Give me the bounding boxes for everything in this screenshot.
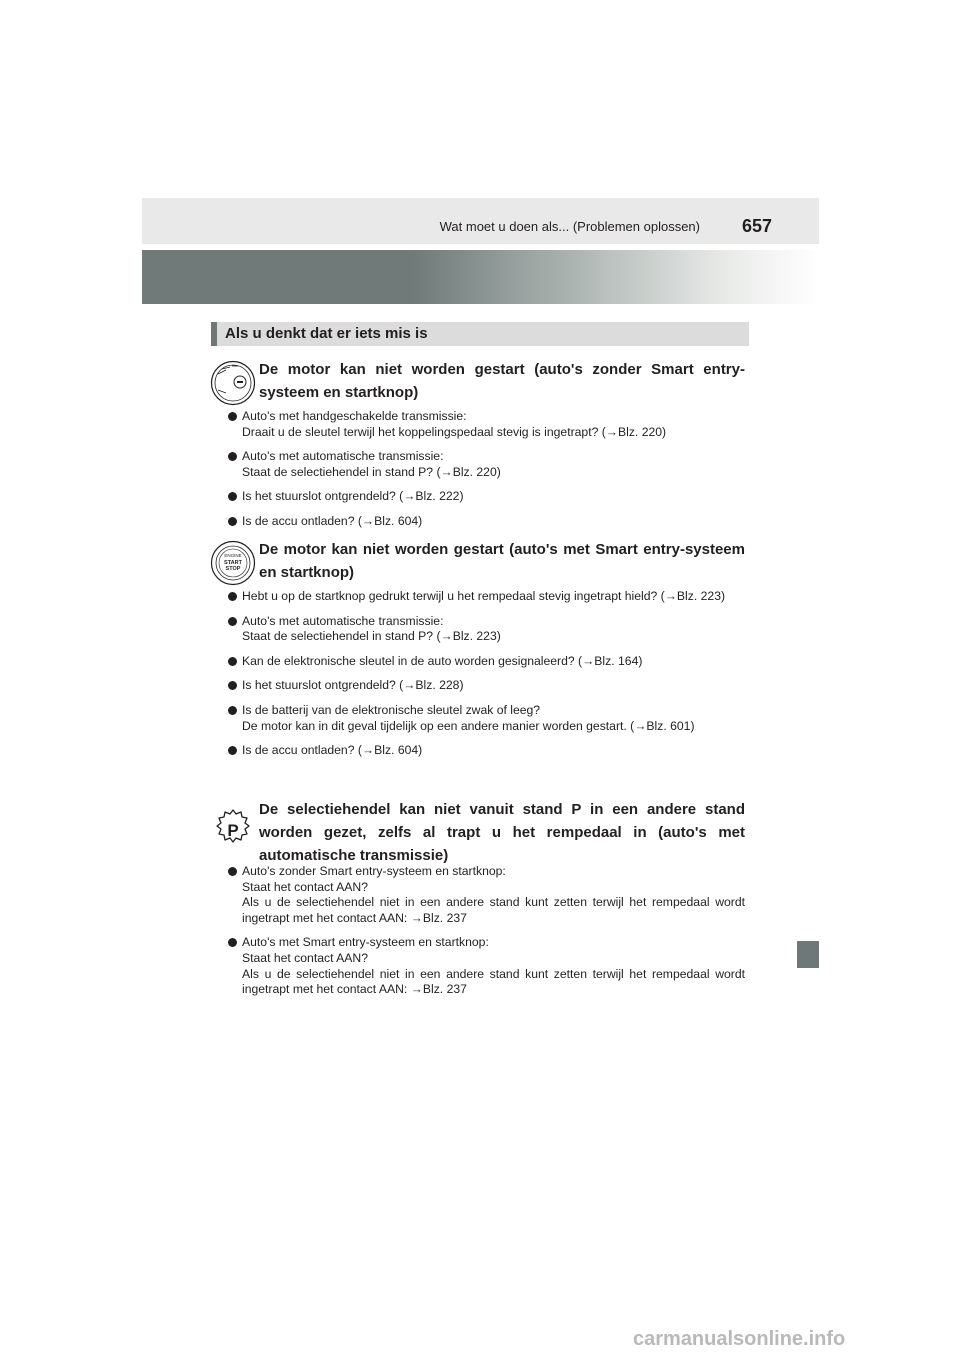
icon-label-engine: ENGINE <box>224 553 242 558</box>
watermark: carmanualsonline.info <box>633 1328 846 1350</box>
list-item: Kan de elektronische sleutel in de auto worden gesignaleerd? (→Blz. 164) <box>228 654 745 670</box>
icon-label-p: P <box>227 821 239 840</box>
ignition-key-switch-icon <box>210 360 256 406</box>
subsection-title-1: De motor kan niet worden gestart (auto's zonder Smart entry-systeem en startknop) <box>259 361 745 401</box>
list-item: Auto's met Smart entry-systeem en startknop: Staat het contact AAN? Als u de selectiehendel niet in een andere stand kunt zetten terwijl het rempedaal wordt ingetrapt met het contact AAN: →Blz. 237 <box>228 935 745 997</box>
list-item: Auto's zonder Smart entry-systeem en startknop: Staat het contact AAN? Als u de selectiehendel niet in een andere stand kunt zetten terwijl het rempedaal wordt ingetrapt met het contact AAN: →Blz. 237 <box>228 864 745 926</box>
bullet-list-3 <box>228 864 745 1007</box>
list-item: Is de batterij van de elektronische sleutel zwak of leeg? De motor kan in dit geval tijdelijk op een andere manier worden gestart. (→Blz. 601) <box>228 703 745 734</box>
section-heading-text: Als u denkt dat er iets mis is <box>225 325 428 342</box>
list-item: Is het stuurslot ontgrendeld? (→Blz. 222) <box>228 489 745 505</box>
subsection-title-3: De selectiehendel kan niet vanuit stand P in een andere stand worden gezet, zelfs al trapt u het rempedaal in (auto's met automatische transmissie) <box>259 801 745 864</box>
page-number: 657 <box>741 216 772 236</box>
park-gear-icon <box>210 806 256 852</box>
bullet-list-1 <box>228 409 745 539</box>
section-heading <box>211 322 749 346</box>
engine-start-stop-button-icon <box>210 540 256 586</box>
chapter-tab <box>797 941 819 968</box>
icon-label-start: START <box>224 560 242 566</box>
header-title: Wat moet u doen als... (Problemen oplossen) <box>439 219 700 234</box>
list-item: Hebt u op de startknop gedrukt terwijl u het rempedaal stevig ingetrapt hield? (→Blz. 223) <box>228 589 745 605</box>
subsection-title-2: De motor kan niet worden gestart (auto's met Smart entry-systeem en startknop) <box>259 541 745 581</box>
section-heading-accent <box>211 322 217 346</box>
icon-label-stop: STOP <box>225 566 241 572</box>
bullet-list-2 <box>228 589 745 768</box>
list-item: Auto's met automatische transmissie: Staat de selectiehendel in stand P? (→Blz. 223) <box>228 614 745 645</box>
list-item: Is de accu ontladen? (→Blz. 604) <box>228 514 745 530</box>
list-item: Is het stuurslot ontgrendeld? (→Blz. 228) <box>228 678 745 694</box>
list-item: Auto's met handgeschakelde transmissie: Draait u de sleutel terwijl het koppelingspedaal stevig is ingetrapt? (→Blz. 220) <box>228 409 745 440</box>
list-item: Auto's met automatische transmissie: Staat de selectiehendel in stand P? (→Blz. 220) <box>228 449 745 480</box>
list-item: Is de accu ontladen? (→Blz. 604) <box>228 743 745 759</box>
chapter-band <box>142 250 819 304</box>
